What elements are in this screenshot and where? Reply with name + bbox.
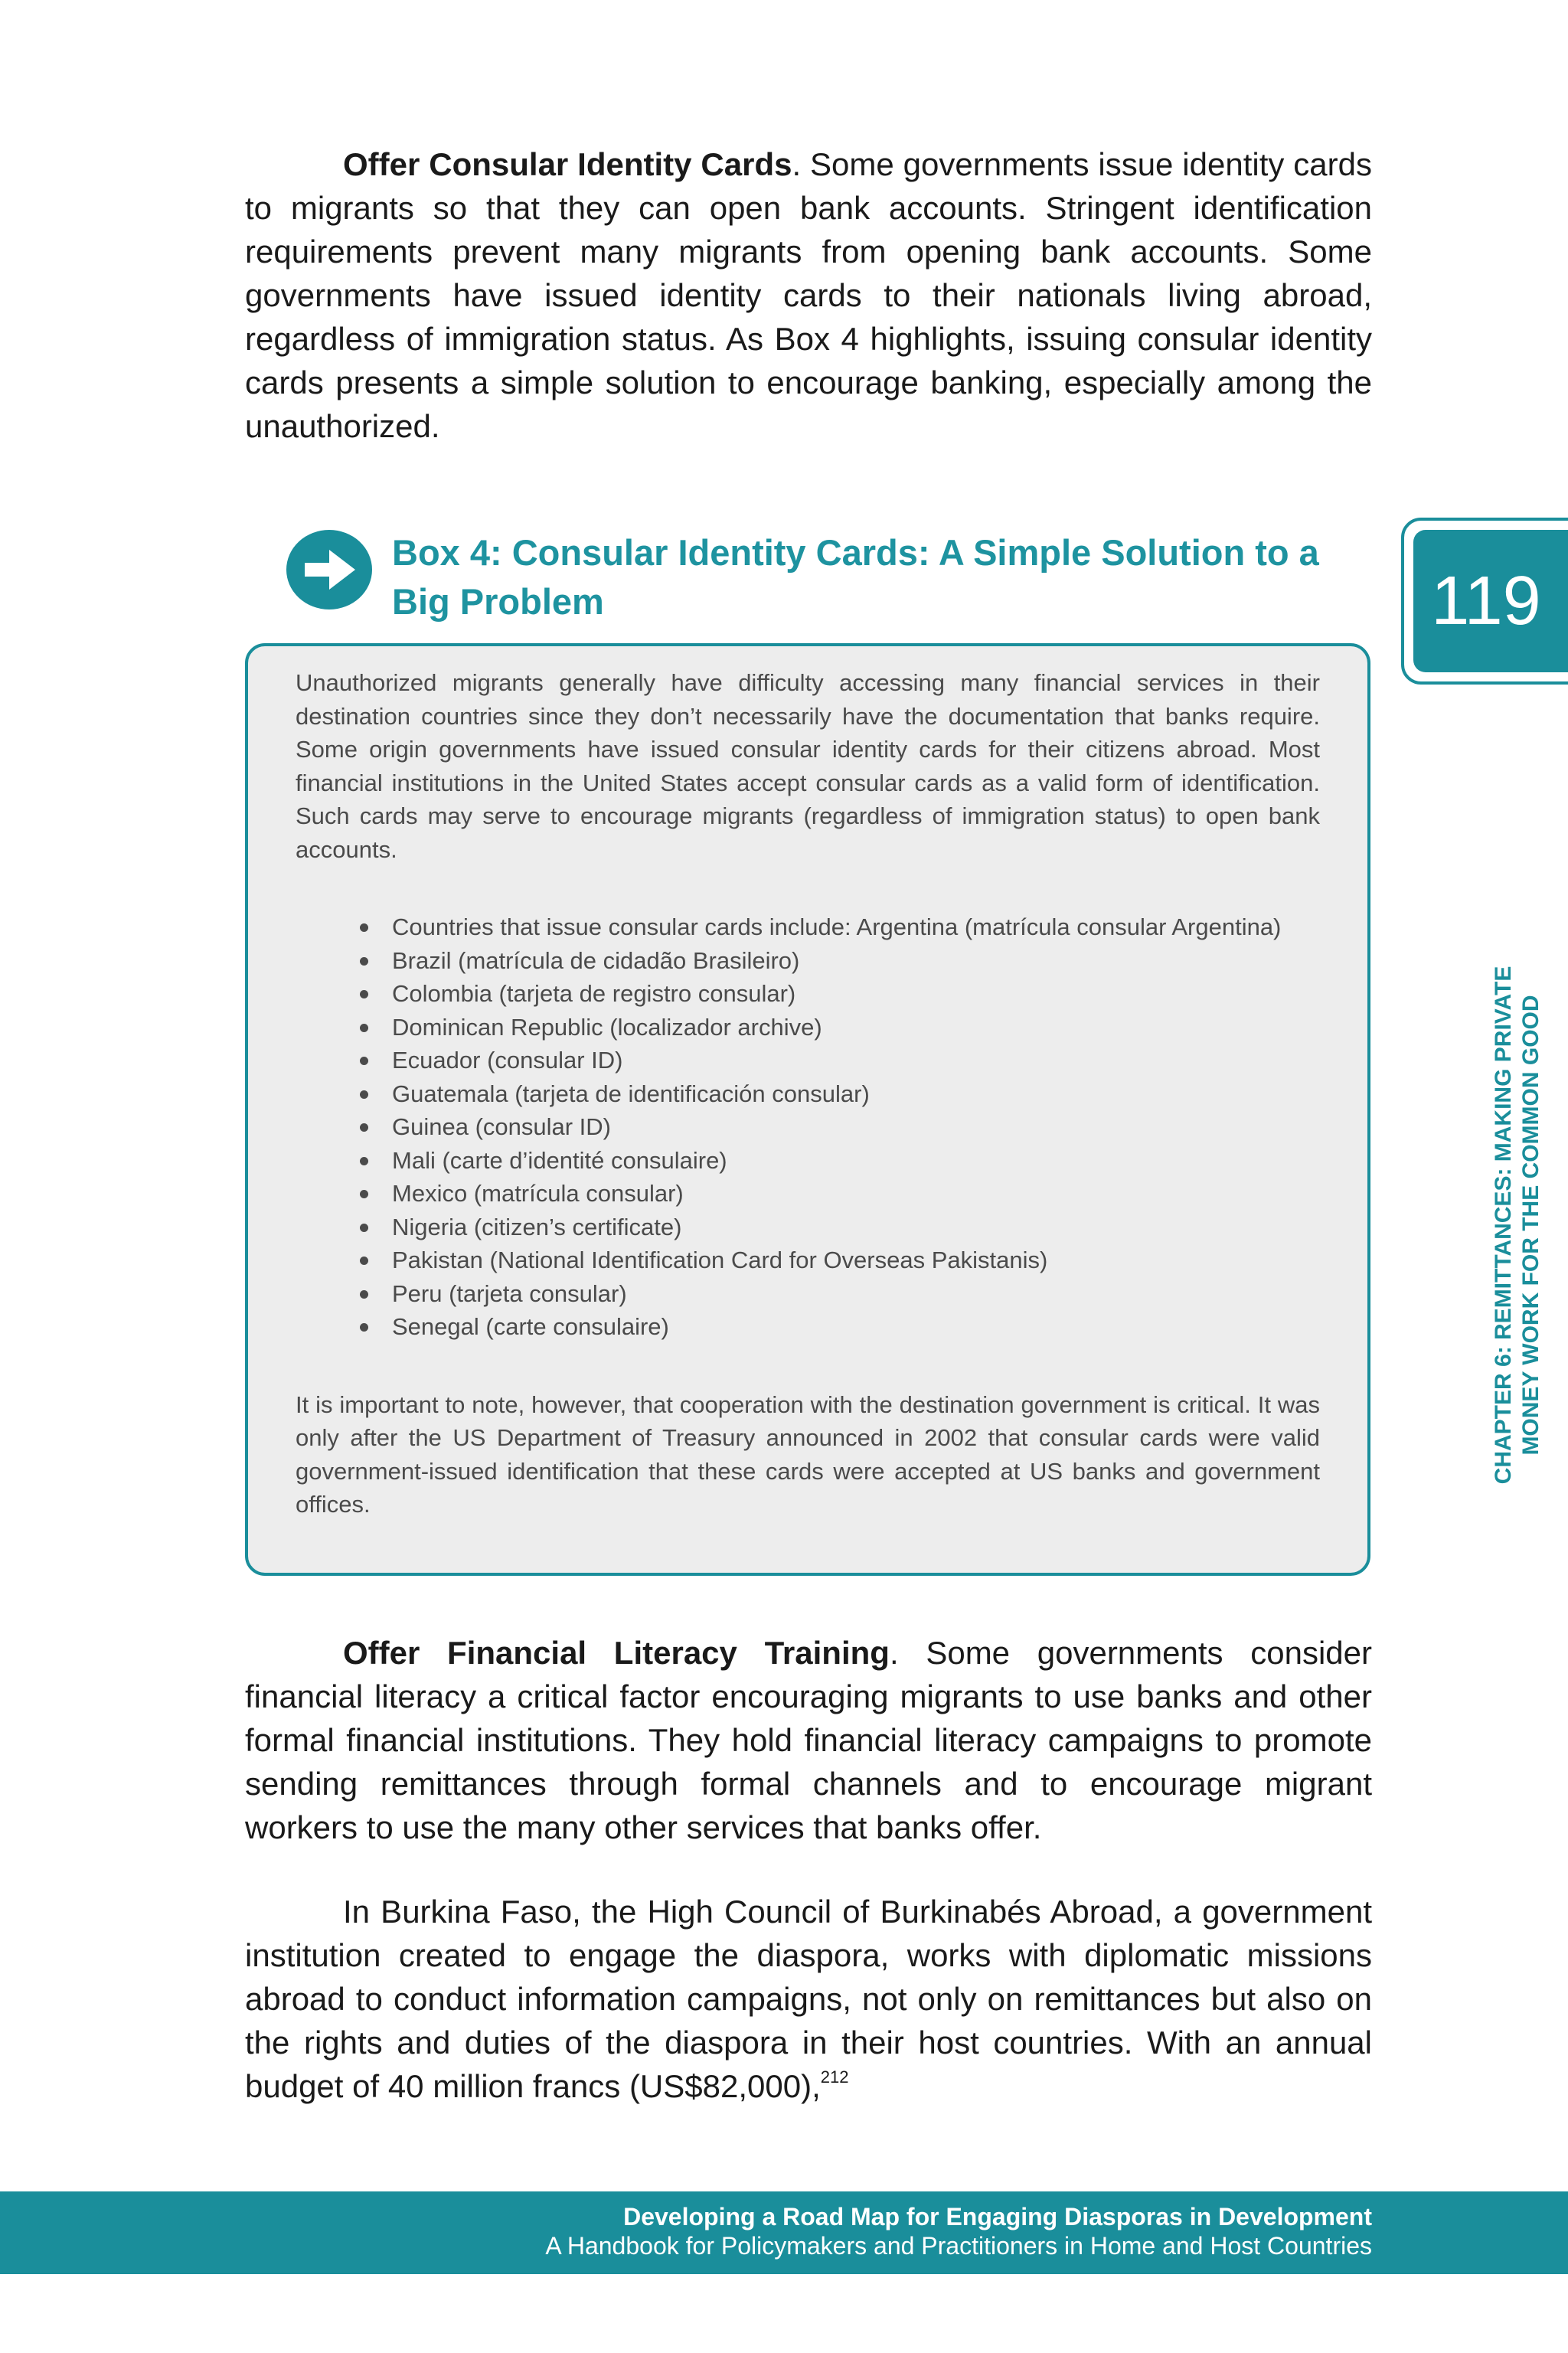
literacy-paragraph xyxy=(245,1631,1372,1849)
list-item: Guatemala (tarjeta de identificación consular) xyxy=(392,1077,1320,1111)
list-item: Ecuador (consular ID) xyxy=(392,1044,1320,1077)
footer-subtitle: A Handbook for Policymakers and Practitioners in Home and Host Countries xyxy=(545,2232,1372,2260)
chapter-title xyxy=(1490,966,1545,1485)
list-item: Countries that issue consular cards include: Argentina (matrícula consular Argentina) xyxy=(392,910,1320,944)
list-item: Pakistan (National Identification Card for Overseas Pakistanis) xyxy=(392,1243,1320,1277)
literacy-lead: Offer Financial Literacy Training xyxy=(343,1635,890,1671)
page-number-tab xyxy=(1401,518,1568,685)
chapter-title-line-2: MONEY WORK FOR THE COMMON GOOD xyxy=(1518,995,1544,1456)
list-item: Nigeria (citizen’s certificate) xyxy=(392,1211,1320,1244)
list-item: Senegal (carte consulaire) xyxy=(392,1310,1320,1344)
page-number: 119 xyxy=(1431,563,1541,639)
burkina-body: In Burkina Faso, the High Council of Burkinabés Abroad, a government institution created to engage the diaspora, works with diplomatic missions abroad to conduct information campaigns, not only on remittances but also on the rights and duties of the diaspora in their host countries. With an annual budget of 40 million francs (US$82,000), xyxy=(245,1894,1372,2104)
consular-paragraph xyxy=(245,142,1372,448)
box-content xyxy=(296,666,1320,1521)
consular-lead: Offer Consular Identity Cards xyxy=(343,146,792,182)
footnote-marker: 212 xyxy=(820,2067,849,2087)
list-item: Brazil (matrícula de cidadão Brasileiro) xyxy=(392,944,1320,978)
footer-band xyxy=(0,2191,1568,2274)
box-closing: It is important to note, however, that cooperation with the destination government is critical. It was only after the US Department of Treasury announced in 2002 that consular cards were valid government-issued identification that these cards were accepted at US banks and government offices. xyxy=(296,1391,1320,1518)
list-item: Mali (carte d’identité consulaire) xyxy=(392,1144,1320,1178)
list-item: Dominican Republic (localizador archive) xyxy=(392,1011,1320,1044)
literacy-body: . Some governments consider financial literacy a critical factor encouraging migrants to use banks and other formal financial institutions. They hold financial literacy campaigns to promote sending remittances through formal channels and to encourage migrant workers to use the many other services that banks offer. xyxy=(245,1635,1372,1845)
info-box xyxy=(245,643,1370,1576)
list-item: Mexico (matrícula consular) xyxy=(392,1177,1320,1211)
consular-body: . Some governments issue identity cards to migrants so that they can open bank accounts. Stringent identification requirements prevent many migrants from opening bank accounts. Some governments have issued identity cards to their nationals living abroad, regardless of immigration status. As Box 4 highlights, issuing consular identity cards presents a simple solution to encourage banking, especially among the unauthorized. xyxy=(245,146,1372,444)
footer-title: Developing a Road Map for Engaging Diasporas in Development xyxy=(623,2203,1372,2230)
box-intro: Unauthorized migrants generally have difficulty accessing many financial services in their destination countries since they don’t necessarily have the documentation that banks require. Some origin governments have issued consular identity cards for their citizens abroad. Most financial institutions in the United States accept consular cards as a valid form of identification. Such cards may serve to encourage migrants (regardless of immigration status) to open bank accounts. xyxy=(296,669,1320,863)
burkina-paragraph xyxy=(245,1890,1372,2108)
box-title: Box 4: Consular Identity Cards: A Simple Solution to a Big Problem xyxy=(392,532,1319,622)
chapter-title-line-1: CHAPTER 6: REMITTANCES: MAKING PRIVATE xyxy=(1491,966,1516,1485)
box-heading xyxy=(285,528,1341,626)
list-item: Guinea (consular ID) xyxy=(392,1110,1320,1144)
country-list xyxy=(296,910,1320,1344)
list-item: Colombia (tarjeta de registro consular) xyxy=(392,977,1320,1011)
list-item: Peru (tarjeta consular) xyxy=(392,1277,1320,1311)
arrow-right-icon xyxy=(285,528,374,611)
